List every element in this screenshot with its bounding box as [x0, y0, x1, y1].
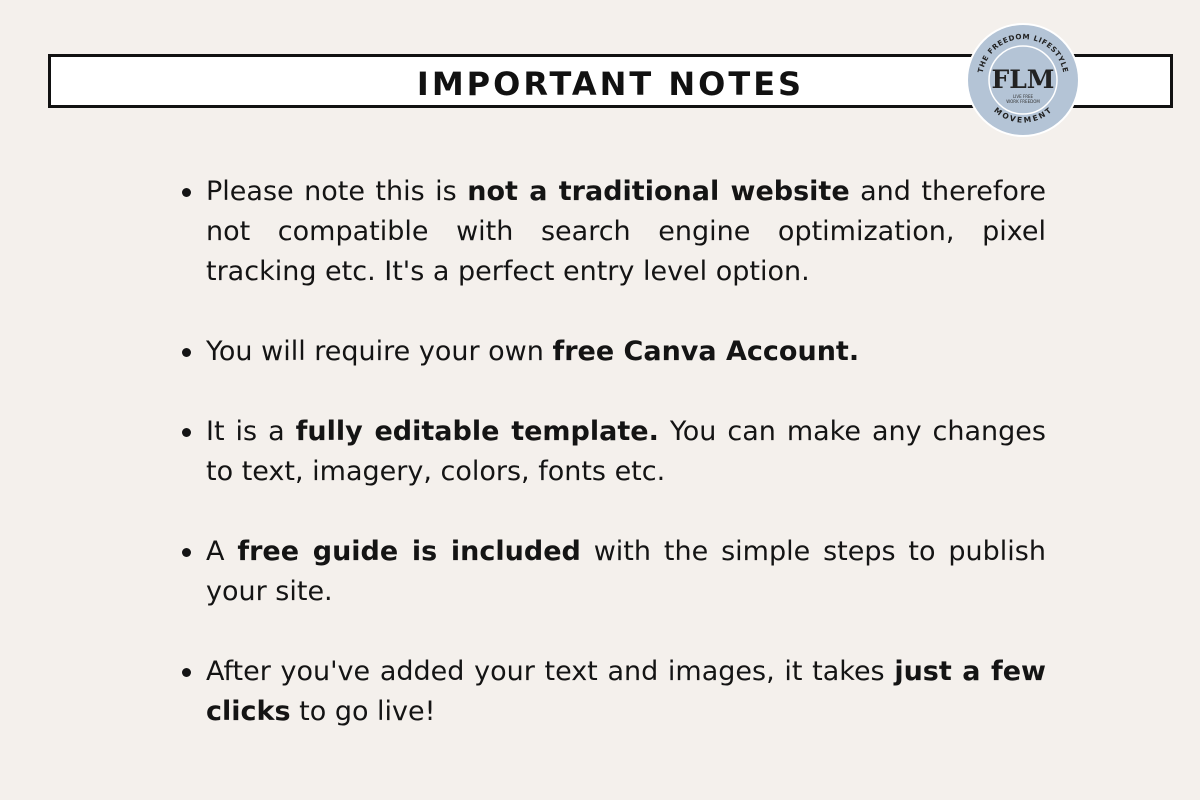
note-text: You will require your own	[206, 336, 553, 367]
note-item	[178, 532, 1046, 612]
note-text: and therefore not compatible with search engine optimization, pixel tracking etc. It's a perfect entry level option.	[206, 176, 1046, 287]
notes-list	[178, 172, 1046, 732]
note-item	[178, 652, 1046, 732]
note-text: After you've added your text and images, it takes	[206, 656, 895, 687]
logo-small-text-1: LIVE FREE	[1012, 94, 1034, 99]
note-item	[178, 412, 1046, 492]
bullet-icon	[182, 668, 191, 677]
note-emphasis: free guide is included	[237, 536, 581, 567]
note-emphasis: free Canva Account.	[552, 336, 860, 367]
note-emphasis: just a few clicks	[206, 656, 1046, 727]
bullet-icon	[182, 188, 191, 197]
brand-logo	[965, 22, 1081, 138]
note-emphasis: fully editable template.	[295, 416, 659, 447]
logo-ring-text-top: THE FREEDOM LIFESTYLE	[975, 31, 1071, 74]
note-item	[178, 172, 1046, 292]
note-text: It is a	[206, 416, 296, 447]
page-title: IMPORTANT NOTES	[416, 65, 805, 103]
note-text: You can make any changes to text, imagery, colors, fonts etc.	[206, 416, 1046, 487]
logo-small-text-2: WORK FREEDOM	[1006, 99, 1040, 104]
note-item	[178, 332, 1046, 372]
note-text: with the simple steps to publish your site.	[206, 536, 1046, 607]
bullet-icon	[182, 348, 191, 357]
note-text: Please note this is	[206, 176, 468, 207]
logo-monogram: FLM	[991, 65, 1055, 94]
note-text: A	[206, 536, 238, 567]
bullet-icon	[182, 548, 191, 557]
bullet-icon	[182, 428, 191, 437]
logo-ring-text-bottom: MOVEMENT	[992, 105, 1054, 125]
note-emphasis: not a traditional website	[467, 176, 850, 207]
note-text: to go live!	[290, 696, 436, 727]
